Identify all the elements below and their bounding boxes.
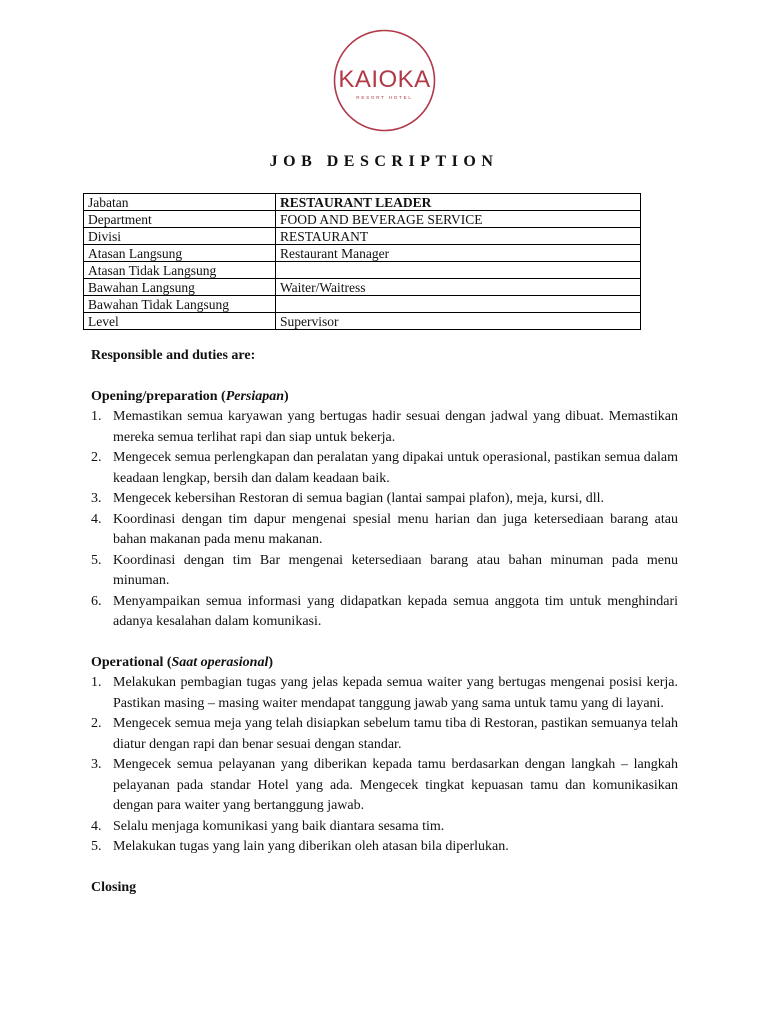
operational-heading: Operational (Saat operasional) — [91, 654, 274, 670]
list-item — [91, 551, 678, 592]
table-row — [84, 228, 641, 245]
list-item-number: 1. — [91, 409, 102, 424]
list-item — [91, 407, 678, 448]
closing-heading: Closing — [91, 879, 137, 895]
table-label-cell: Bawahan Tidak Langsung — [84, 296, 276, 313]
table-row — [84, 211, 641, 228]
table-label-cell: Atasan Tidak Langsung — [84, 262, 276, 279]
table-value-cell: FOOD AND BEVERAGE SERVICE — [276, 211, 641, 228]
table-row — [84, 313, 641, 330]
table-value-cell: Restaurant Manager — [276, 245, 641, 262]
list-item — [91, 837, 678, 858]
opening-duties-list — [91, 407, 678, 633]
kaioka-logo — [333, 29, 436, 132]
list-item — [91, 817, 678, 838]
list-item-number: 5. — [91, 839, 102, 854]
list-item-number: 4. — [91, 818, 102, 834]
opening-heading: Opening/preparation (Persiapan) — [91, 388, 289, 404]
list-item-number: 3. — [91, 757, 102, 772]
table-value-cell: Supervisor — [276, 313, 641, 330]
list-item-text: Mengecek semua meja yang telah disiapkan sebelum tamu tiba di Restoran, pastikan semuanya telah diatur dengan rapi dan benar sesuai dengan standar. — [113, 716, 678, 752]
list-item-text: Mengecek kebersihan Restoran di semua bagian (lantai sampai plafon), meja, kursi, dll. — [113, 491, 605, 506]
logo-tagline: RESORT HOTEL — [356, 95, 413, 100]
table-row — [84, 296, 641, 313]
list-item — [91, 489, 678, 510]
table-value-cell — [276, 262, 641, 279]
table-label-cell: Department — [84, 211, 276, 228]
table-row — [84, 262, 641, 279]
list-item-number: 5. — [91, 552, 102, 568]
logo-wordmark: KAIOKA — [338, 66, 431, 93]
list-item-text: Melakukan tugas yang lain yang diberikan oleh atasan bila diperlukan. — [113, 839, 509, 854]
list-item-text: Mengecek semua pelayanan yang diberikan kepada tamu berdasarkan dengan langkah – langkah pelayanan pada standar Hotel yang ada. Mengecek tingkat kepuasan tamu dan komunikasikan dengan para waiter yang bertanggung jawab. — [113, 757, 678, 813]
list-item — [91, 673, 678, 714]
table-row — [84, 279, 641, 296]
table-label-cell: Atasan Langsung — [84, 245, 276, 262]
table-value-cell: RESTAURANT — [276, 228, 641, 245]
intro-heading: Responsible and duties are: — [91, 348, 256, 363]
list-item-number: 1. — [91, 675, 102, 690]
list-item — [91, 592, 678, 633]
job-info-table — [83, 193, 641, 330]
list-item-number: 3. — [91, 491, 102, 506]
list-item-text: Menyampaikan semua informasi yang didapatkan kepada semua anggota tim untuk menghindari adanya kesalahan dalam komunikasi. — [113, 593, 678, 629]
duties-content — [91, 346, 678, 898]
table-label-cell: Jabatan — [84, 194, 276, 211]
list-item — [91, 755, 678, 817]
page-title: JOB DESCRIPTION — [269, 153, 499, 170]
table-row — [84, 245, 641, 262]
table-label-cell: Level — [84, 313, 276, 330]
list-item-number: 2. — [91, 450, 102, 465]
table-value-cell: Waiter/Waitress — [276, 279, 641, 296]
list-item-text: Selalu menjaga komunikasi yang baik diantara sesama tim. — [113, 818, 445, 834]
list-item-text: Mengecek semua perlengkapan dan peralatan yang dipakai untuk operasional, pastikan semua dalam keadaan lengkap, bersih dan dalam keadaan baik. — [113, 450, 678, 486]
list-item-number: 2. — [91, 716, 102, 731]
list-item — [91, 714, 678, 755]
list-item — [91, 448, 678, 489]
operational-duties-list — [91, 673, 678, 858]
list-item-text: Memastikan semua karyawan yang bertugas hadir sesuai dengan jadwal yang dibuat. Memastikan mereka semua terlihat rapi dan siap untuk bekerja. — [113, 409, 678, 445]
table-label-cell: Divisi — [84, 228, 276, 245]
table-row — [84, 194, 641, 211]
list-item-number: 6. — [91, 593, 102, 609]
list-item-text: Koordinasi dengan tim Bar mengenai ketersediaan barang atau bahan minuman pada menu minuman. — [113, 552, 678, 588]
table-value-cell — [276, 296, 641, 313]
list-item-text: Melakukan pembagian tugas yang jelas kepada semua waiter yang bertugas mengenai posisi kerja. Pastikan masing – masing waiter mendapat tanggung jawab yang sama untuk tamu yang di layani. — [113, 675, 678, 711]
list-item — [91, 510, 678, 551]
list-item-text: Koordinasi dengan tim dapur mengenai spesial menu harian dan juga ketersediaan barang atau bahan makanan pada menu makanan. — [113, 511, 678, 547]
table-label-cell: Bawahan Langsung — [84, 279, 276, 296]
table-value-cell: RESTAURANT LEADER — [276, 194, 641, 211]
list-item-number: 4. — [91, 511, 102, 527]
